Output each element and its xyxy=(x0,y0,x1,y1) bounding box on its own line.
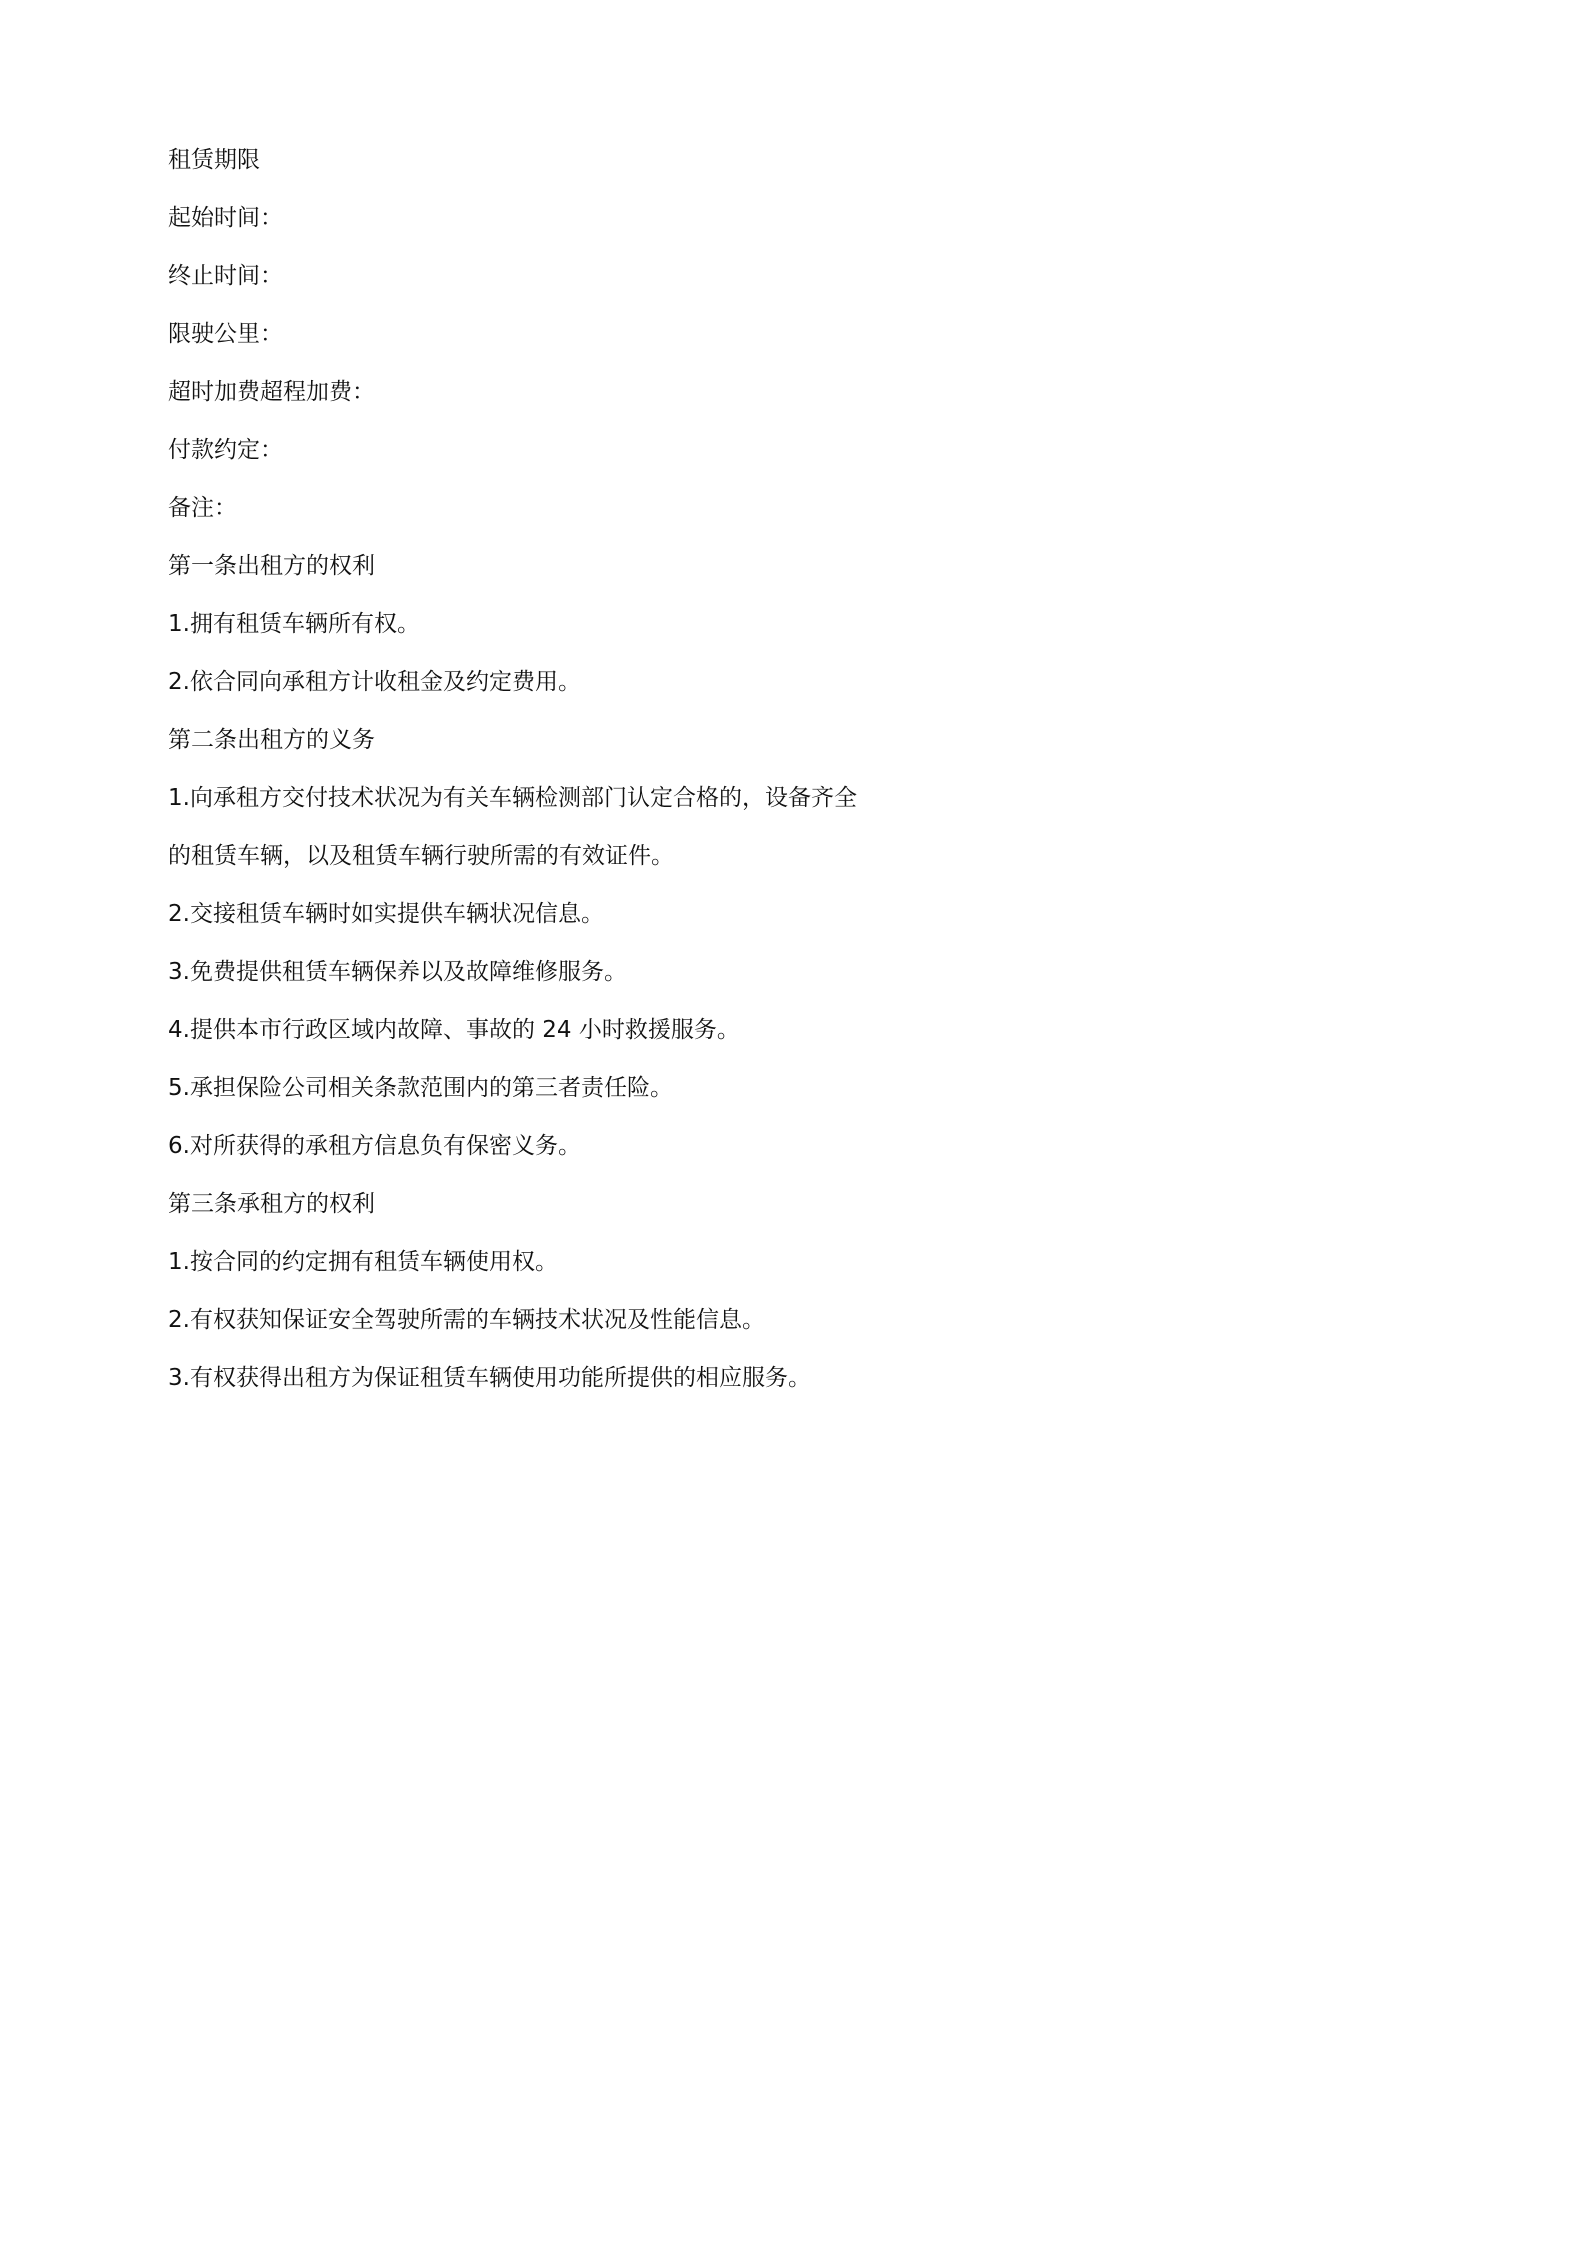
article-1-clause-1: 1.拥有租赁车辆所有权。 xyxy=(168,611,420,637)
article-heading-3: 第三条承租方的权利 xyxy=(168,1191,375,1217)
article-3-clause-1: 1.按合同的约定拥有租赁车辆使用权。 xyxy=(168,1249,558,1275)
article-3-clause-2: 2.有权获知保证安全驾驶所需的车辆技术状况及性能信息。 xyxy=(168,1307,765,1333)
article-1-clause-2: 2.依合同向承租方计收租金及约定费用。 xyxy=(168,669,581,695)
article-heading-1: 第一条出租方的权利 xyxy=(168,553,375,579)
article-heading-2: 第二条出租方的义务 xyxy=(168,727,375,753)
article-2-clause-3: 3.免费提供租赁车辆保养以及故障维修服务。 xyxy=(168,959,627,985)
article-2-clause-6: 6.对所获得的承租方信息负有保密义务。 xyxy=(168,1133,581,1159)
document-page xyxy=(0,0,1106,1564)
section-heading-lease-term: 租赁期限 xyxy=(168,147,260,173)
article-2-clause-1-continued: 的租赁车辆，以及租赁车辆行驶所需的有效证件。 xyxy=(168,843,674,869)
article-2-clause-5: 5.承担保险公司相关条款范围内的第三者责任险。 xyxy=(168,1075,673,1101)
field-overtime-fees: 超时加费超程加费： xyxy=(168,379,375,405)
article-2-clause-2: 2.交接租赁车辆时如实提供车辆状况信息。 xyxy=(168,901,604,927)
field-mileage-limit: 限驶公里： xyxy=(168,321,283,347)
field-remarks: 备注： xyxy=(168,495,237,521)
field-payment-terms: 付款约定： xyxy=(168,437,283,463)
article-3-clause-3: 3.有权获得出租方为保证租赁车辆使用功能所提供的相应服务。 xyxy=(168,1365,811,1391)
field-end-time: 终止时间： xyxy=(168,263,283,289)
article-2-clause-1: 1.向承租方交付技术状况为有关车辆检测部门认定合格的，设备齐全 xyxy=(168,785,857,811)
document-body xyxy=(168,138,958,1414)
article-2-clause-4: 4.提供本市行政区域内故障、事故的 24 小时救援服务。 xyxy=(168,1017,740,1043)
field-start-time: 起始时间： xyxy=(168,205,283,231)
